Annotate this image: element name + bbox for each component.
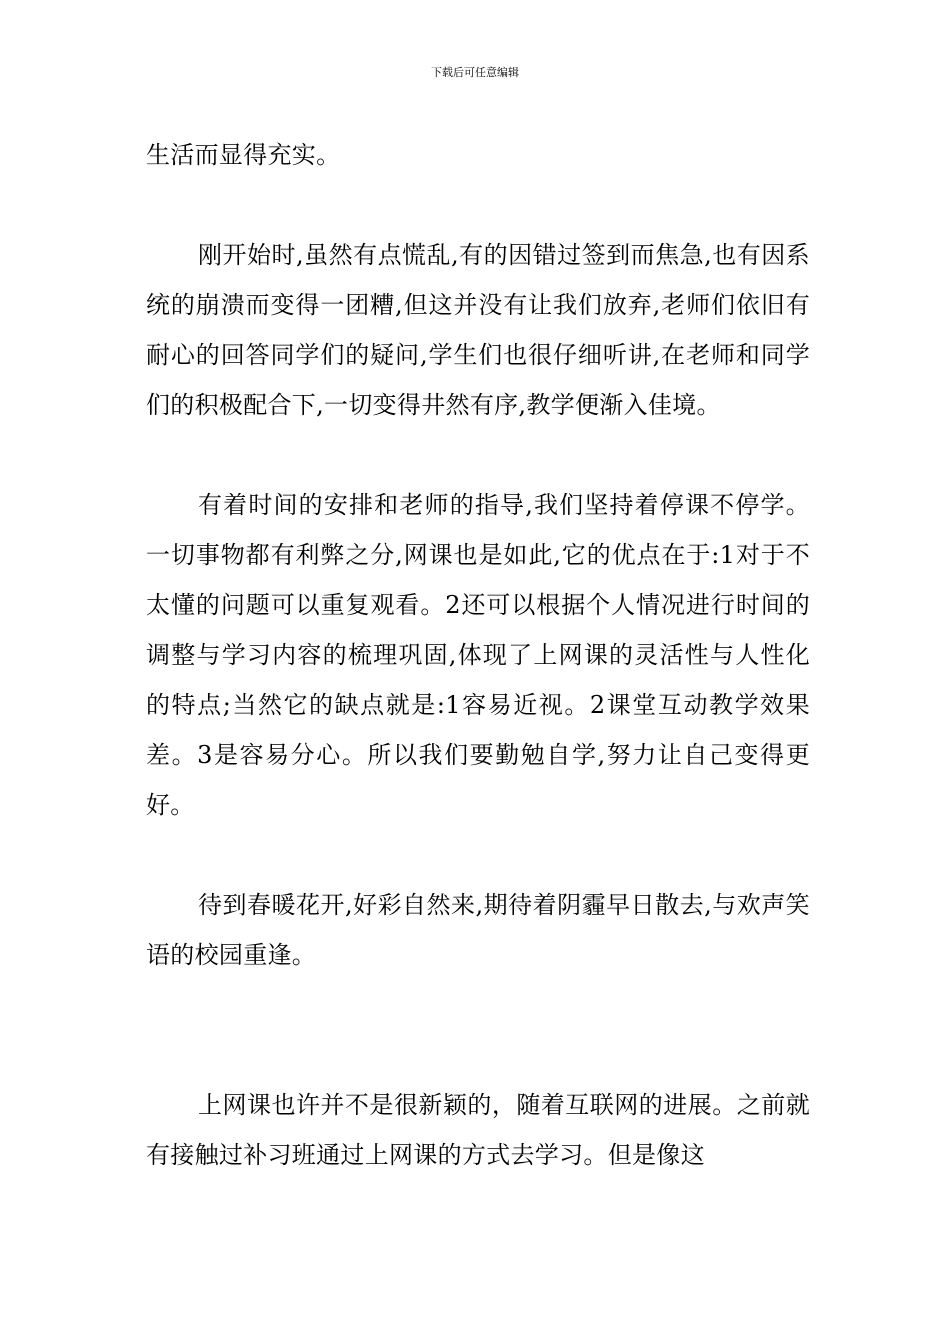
page-header-note: 下载后可任意编辑	[431, 66, 519, 79]
paragraph-gap	[146, 830, 810, 880]
paragraph: 刚开始时,虽然有点慌乱,有的因错过签到而焦急,也有因系统的崩溃而变得一团糟,但这并没有让我们放弃,老师们依旧有耐心的回答同学们的疑问,学生们也很仔细听讲,在老师和同学们的积极配合下,一切变得井然有序,教学便渐入佳境。	[146, 241, 810, 419]
paragraph: 有着时间的安排和老师的指导,我们坚持着停课不停学。一切事物都有利弊之分,网课也是如此,它的优点在于:1对于不太懂的问题可以重复观看。2还可以根据个人情况进行时间的调整与学习内容的梳理巩固,体现了上网课的灵活性与人性化的特点;当然它的缺点就是:1容易近视。2课堂互动教学效果差。3是容易分心。所以我们要勤勉自学,努力让自己变得更好。	[146, 491, 810, 819]
paragraph: 待到春暖花开,好彩自然来,期待着阴霾早日散去,与欢声笑语的校园重逢。	[146, 891, 810, 969]
paragraph: 上网课也许并不是很新颖的，随着互联网的进展。之前就有接触过补习班通过上网课的方式去学习。但是像这	[146, 1091, 810, 1169]
paragraph-continuation: 生活而显得充实。	[146, 141, 341, 169]
document-body	[146, 130, 810, 1180]
paragraph-gap	[146, 980, 810, 1080]
paragraph-gap	[146, 180, 810, 230]
paragraph-gap	[146, 430, 810, 480]
